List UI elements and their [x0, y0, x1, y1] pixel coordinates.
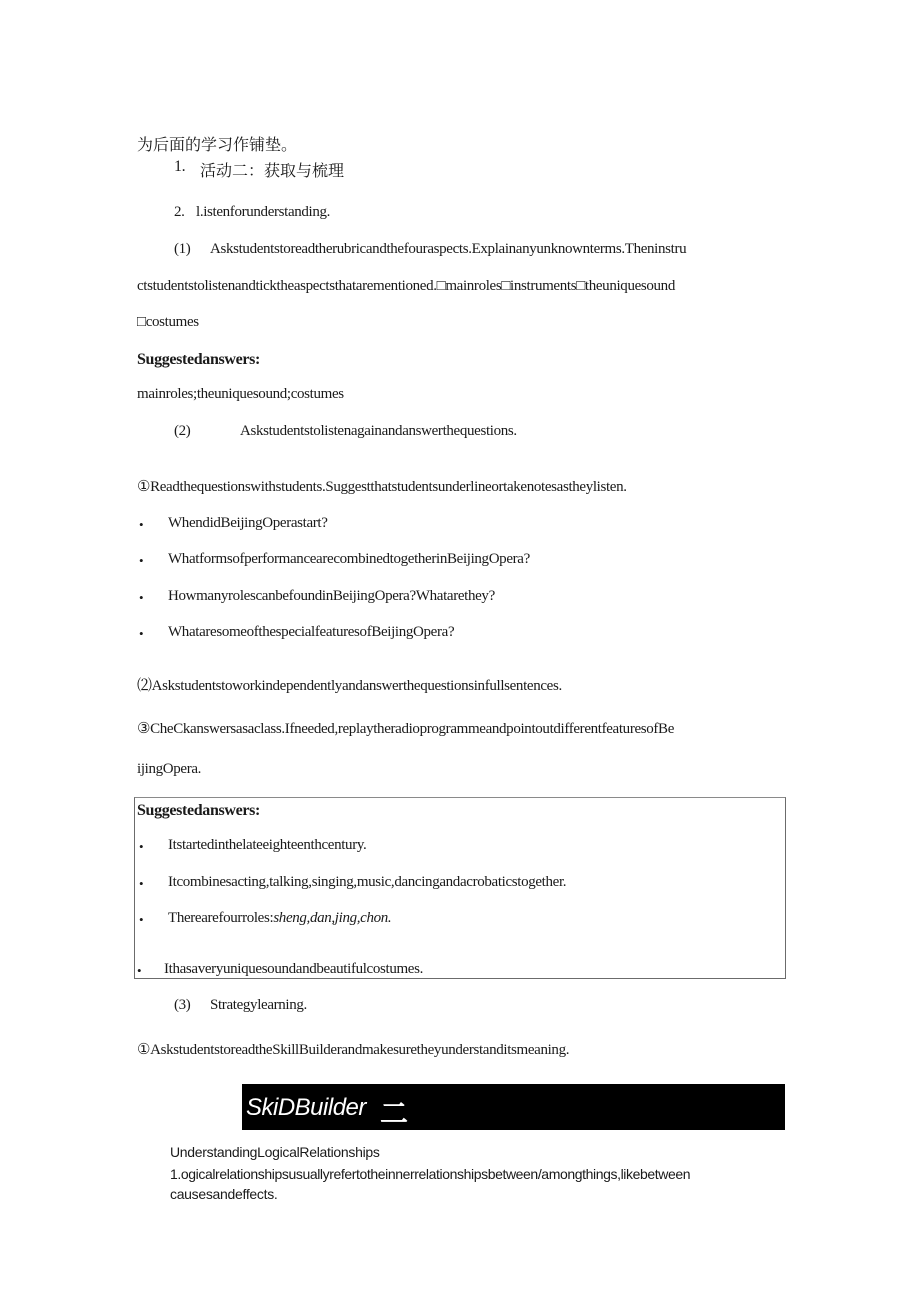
- bullet-icon: •: [139, 553, 144, 568]
- item1-line2: ctstudentstolistenandticktheaspectsthatarementioned.□mainroles□instruments□theuniquesound: [137, 278, 675, 294]
- answers1-heading: Suggestedanswers:: [137, 351, 260, 368]
- item1-number: (1): [174, 241, 191, 257]
- step2-text: l.istenforunderstanding.: [196, 204, 331, 220]
- question-item: WhataresomeofthespecialfeaturesofBeijingOpera?: [168, 624, 455, 640]
- skill-builder-banner: [242, 1084, 785, 1130]
- answer-item: Itcombinesacting,talking,singing,music,dancingandacrobaticstogether.: [168, 874, 567, 890]
- step2-number: 2.: [174, 204, 185, 220]
- item2-text: Askstudentstolistenagainandanswerthequestions.: [240, 423, 517, 439]
- item3-text: Strategylearning.: [210, 997, 307, 1013]
- skill-builder-glyph: 二: [380, 1097, 409, 1130]
- skill-body-line1: 1.ogicalrelationshipsusuallyrefertotheinnerrelationshipsbetween/amongthings,likebetween: [170, 1166, 691, 1182]
- item3-number: (3): [174, 997, 191, 1013]
- skill-body-line2: causesandeffects.: [170, 1186, 278, 1202]
- skill-builder-title: SkiDBuilder: [246, 1094, 366, 1121]
- answers1-text: mainroles;theuniquesound;costumes: [137, 386, 344, 402]
- step-skill: ①AskstudentstoreadtheSkillBuilderandmakesuretheyunderstanditsmeaning.: [137, 1042, 570, 1058]
- bullet-icon: •: [139, 876, 144, 891]
- bullet-icon: •: [139, 839, 144, 854]
- intro-tail: 为后面的学习作铺垫。: [137, 135, 298, 154]
- answer-roles-list: sheng,dan,jing,chon.: [273, 910, 392, 926]
- bullet-icon: •: [137, 963, 142, 978]
- answer-item: Ithasaveryuniquesoundandbeautifulcostumes.: [164, 961, 423, 977]
- item2-number: (2): [174, 423, 191, 439]
- step-check-line1: ③CheCkanswersasaclass.Ifneeded,replaytheradioprogrammeandpointoutdifferentfeaturesofBe: [137, 721, 675, 737]
- question-item: HowmanyrolescanbefoundinBeijingOpera?Whatarethey?: [168, 588, 495, 604]
- step-read: ①Readthequestionswithstudents.Suggestthatstudentsunderlineortakenotesastheylisten.: [137, 479, 627, 495]
- bullet-icon: •: [139, 590, 144, 605]
- activity-title: 活动二：获取与梳理: [200, 161, 345, 180]
- item1-line1: Askstudentstoreadtherubricandthefouraspects.Explainanyunknownterms.Theninstru: [210, 241, 687, 257]
- bullet-icon: •: [139, 517, 144, 532]
- item1-line3: □costumes: [137, 314, 199, 330]
- answer-item: [168, 910, 391, 927]
- step-work: ⑵Askstudentstoworkindependentlyandanswerthequestionsinfullsentences.: [137, 678, 562, 694]
- step-check-line2: ijingOpera.: [137, 761, 202, 777]
- answer-item: Itstartedinthelateeighteenthcentury.: [168, 837, 367, 853]
- answers2-heading: Suggestedanswers:: [137, 802, 260, 819]
- bullet-icon: •: [139, 912, 144, 927]
- skill-subtitle: UnderstandingLogicalRelationships: [170, 1144, 380, 1160]
- answer-roles-lead: Therearefourroles:: [168, 910, 274, 926]
- question-item: WhatformsofperformancearecombinedtogetherinBeijingOpera?: [168, 551, 530, 567]
- bullet-icon: •: [139, 626, 144, 641]
- activity-number: 1.: [174, 158, 186, 175]
- question-item: WhendidBeijingOperastart?: [168, 515, 328, 531]
